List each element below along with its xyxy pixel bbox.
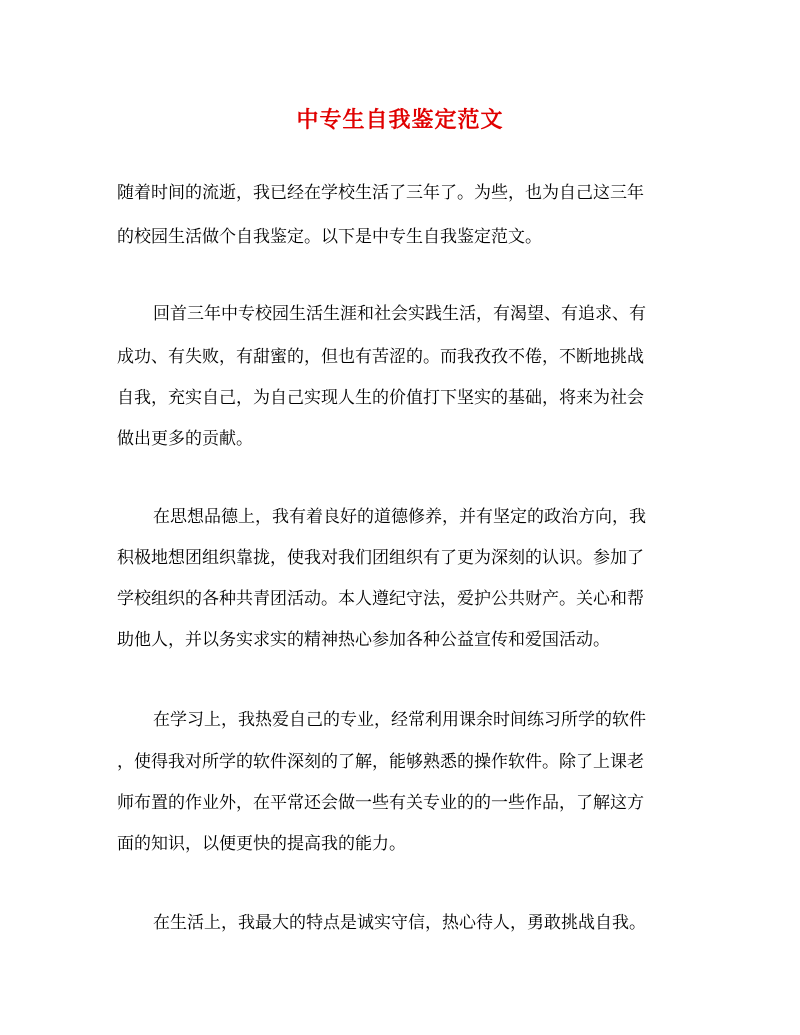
document-title: 中专生自我鉴定范文 [296,107,504,133]
document-page: 中专生自我鉴定范文 随着时间的流逝，我已经在学校生活了三年了。为些，也为自己这三年 的校园生活做个自我鉴定。以下是中专生自我鉴定范文。 回首三年中专校园生活生涯和社会实践生活，有渴望、有追求、有 成功、有失败，有甜蜜的，但也有苦涩的。而我孜孜不倦，不断地挑战 自我，充实自己，为自己实现人生的价值打下坚实的基础，将来为社会 做出更多的贡献。 在思想品德上，我有着良好的道德修养，并有坚定的政治方向，我 积极地想团组织靠拢，使我对我们团组织有了更为深刻的认识。参加了 学校组织的各种共青团活动。本人遵纪守法，爱护公共财产。关心和帮 助他人，并以务实求实的精神热心参加各种公益宣传和爱国活动。 在学习上，我热爱自己的专业，经常利用课余时间练习所学的软件 ，使得我对所学的软件深刻的了解，能够熟悉的操作软件。除了上课老 师布置的作业外，在平常还会做一些有关专业的的一些作品，了解这方 面的知识，以便更快的提高我的能力。 在生活上，我最大的特点是诚实守信，热心待人，勇敢挑战自我。 [0,0,800,1035]
